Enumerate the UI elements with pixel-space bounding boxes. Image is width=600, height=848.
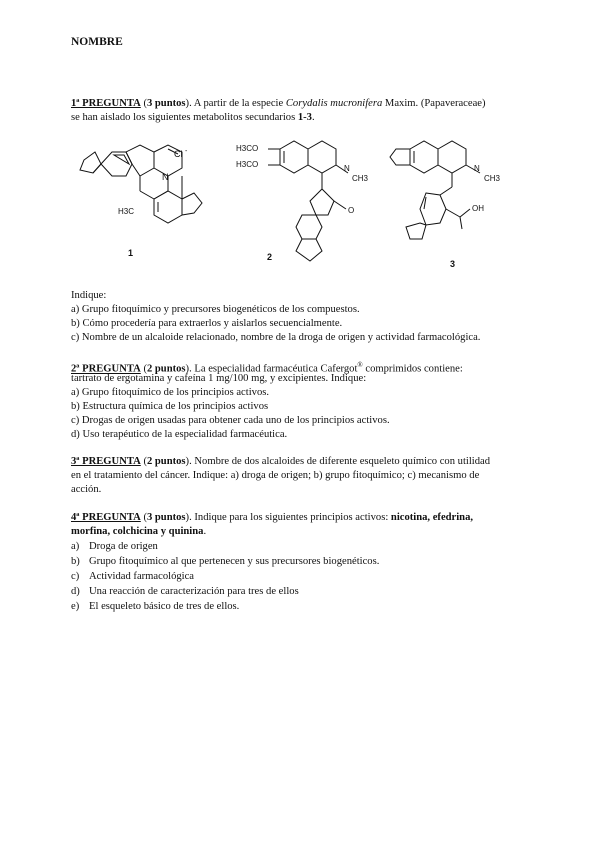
compound-3-n-label: N [474,164,480,173]
q2-points: 2 puntos [146,363,186,375]
chemical-structures-figure [70,135,550,275]
q4-actives-2: morfina, colchicina y quinina [71,526,204,537]
q1-indique: Indique: [71,290,107,301]
q4-item-c: c) Actividad farmacológica [71,571,195,582]
compound-3-oh-label: OH [472,204,484,213]
q3-line3: acción. [71,484,102,495]
compound-2-ch3-label: CH3 [352,174,369,183]
compound-2-methoxy-1: H3CO [236,144,259,153]
q1-item-b: b) Cómo procedería para extraerlos y aislarlos secuencialmente. [71,318,343,329]
compound-2-n-label: N [344,164,350,173]
compound-1-methyl-label: H3C [118,207,135,216]
q4-item-a: a) Droga de origen [71,541,158,552]
q4-number: 4ª PREGUNTA [71,512,141,523]
compound-2-o-label: O [348,206,355,215]
q3-line2: en el tratamiento del cáncer. Indique: a) droga de origen; b) grupo fitoquímico; c) mecanismo de [71,470,480,481]
q2-item-d: d) Uso terapéutico de la especialidad farmacéutica. [71,429,288,440]
q4-item-d: d) Una reacción de caracterización para tres de ellos [71,586,299,597]
q3-points: 2 puntos [146,456,186,467]
compound-3-structure [390,141,480,239]
compound-2-structure [268,141,348,261]
q1-points: 3 puntos [146,98,186,109]
q1-number: 1ª PREGUNTA [71,98,141,109]
q2-registered-mark: ® [357,361,363,369]
q1-line1: 1ª PREGUNTA (3 puntos). A partir de la especie Corydalis mucronifera Maxim. (Papaveraceae) [71,98,486,109]
compound-2-number: 2 [267,252,273,262]
compound-1-n-label: N [162,172,169,182]
q1-species: Corydalis mucronifera [285,98,383,109]
q1-item-c: c) Nombre de un alcaloide relacionado, nombre de la droga de origen y actividad farmacológica. [71,332,481,343]
q4-line1: 4ª PREGUNTA (3 puntos). Indique para los siguientes principios activos: nicotina, efedrina, [71,512,474,523]
q3-line1: 3ª PREGUNTA (2 puntos). Nombre de dos alcaloides de diferente esqueleto químico con utilidad [71,456,491,467]
q4-item-e: e) El esqueleto básico de tres de ellos. [71,601,240,612]
compound-1-cl-label: Cl [174,149,183,159]
q1-compound-range: 1-3 [297,112,312,123]
q1-intro: . A partir de la especie [189,98,286,109]
q4-line2: morfina, colchicina y quinina. [71,526,207,537]
q2-line1: 2ª PREGUNTA (2 puntos). La especialidad farmacéutica Cafergot® comprimidos contiene: [71,361,463,375]
compound-1-structure [80,145,202,223]
q3-number: 3ª PREGUNTA [71,456,141,467]
q2-line2: tartrato de ergotamina y cafeína 1 mg/100 mg, y excipientes. Indique: [71,373,367,384]
q1-line2: se han aislado los siguientes metabolitos secundarios 1-3. [71,112,315,123]
compound-3-ch3-label: CH3 [484,174,501,183]
q2-number: 2ª PREGUNTA [71,363,141,375]
q1-intro-after: Maxim. (Papaveraceae) [382,98,486,109]
q1-item-a: a) Grupo fitoquímico y precursores biogenéticos de los compuestos. [71,304,360,315]
q2-item-a: a) Grupo fitoquímico de los principios activos. [71,387,270,398]
compound-3-number: 3 [450,259,456,269]
q4-actives-1: nicotina, efedrina, [390,512,474,523]
q2-item-c: c) Drogas de origen usadas para obtener cada uno de los principios activos. [71,415,390,426]
q4-points: 3 puntos [146,512,186,523]
compound-1-cl-charge: - [185,148,188,155]
name-label: NOMBRE [71,36,123,48]
compound-2-methoxy-2: H3CO [236,160,259,169]
q4-item-b: b) Grupo fitoquímico al que pertenecen y sus precursores biogenéticos. [71,556,380,567]
q2-item-b: b) Estructura química de los principios activos [71,401,269,412]
compound-1-number: 1 [128,248,134,258]
